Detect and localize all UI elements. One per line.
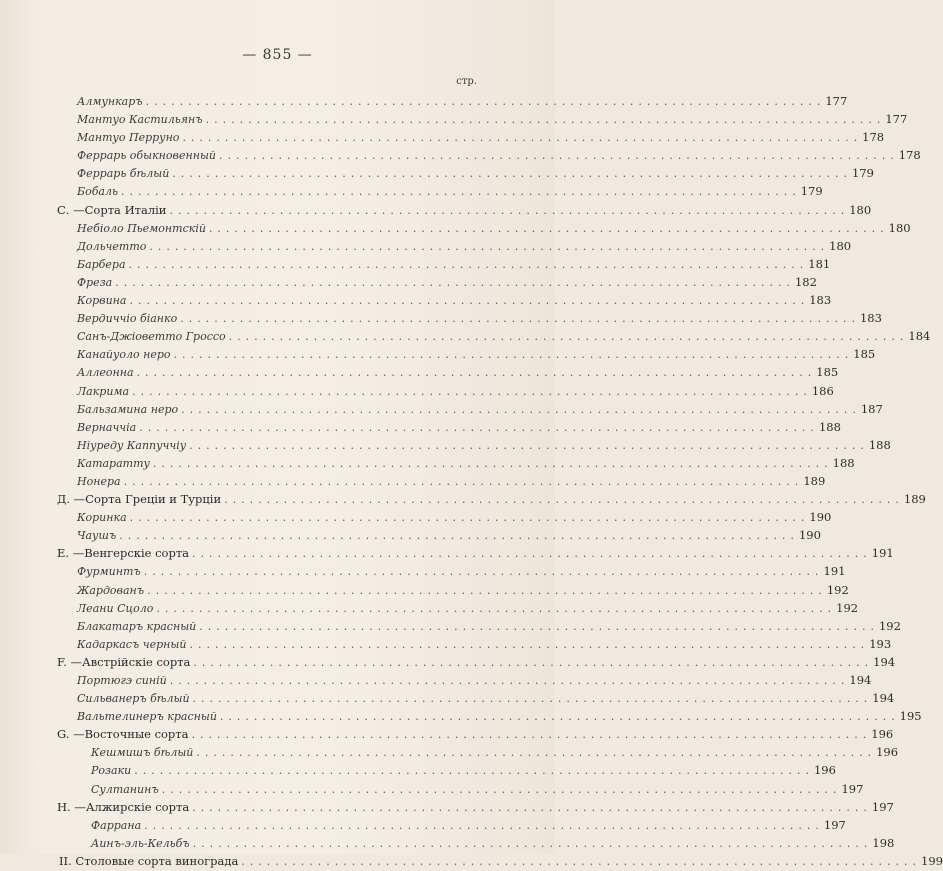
dot-leader: ................................................................................ xyxy=(199,619,879,633)
dot-leader: ................................................................................ xyxy=(115,275,795,289)
dot-leader: ................................................................................ xyxy=(144,818,824,832)
toc-entry-label: Мантуо Кастильянъ xyxy=(77,113,203,127)
dot-leader: ................................................................................ xyxy=(173,348,854,362)
toc-entry xyxy=(0,327,931,345)
dot-leader: ................................................................................ xyxy=(172,167,853,181)
toc-entry-label: Леани Сцоло xyxy=(77,601,154,615)
toc-entry-page: 179 xyxy=(800,184,823,199)
toc-entry-label: G. —Восточные сорта xyxy=(57,727,189,742)
toc-entry-label: II. Столовые сорта винограда xyxy=(59,853,239,868)
dot-leader: ................................................................................ xyxy=(191,728,872,742)
dot-leader: ................................................................................ xyxy=(145,95,826,108)
toc-entry-page: 187 xyxy=(860,401,883,416)
toc-entry xyxy=(0,490,926,508)
toc-entry xyxy=(0,291,832,309)
toc-entry-page: 192 xyxy=(826,582,849,597)
toc-entry xyxy=(0,128,885,146)
dot-leader: ................................................................................ xyxy=(161,782,842,796)
toc-entry xyxy=(0,508,832,526)
toc-entry-page: 188 xyxy=(868,437,891,452)
dot-leader: ................................................................................ xyxy=(134,764,814,778)
toc-entry xyxy=(0,382,834,400)
toc-entry-label: F. —Австрійскіе сорта xyxy=(57,654,191,669)
toc-entry xyxy=(0,599,859,617)
toc-entry-page: 192 xyxy=(878,618,901,633)
toc-entry-label: Н. —Алжирскіе сорта xyxy=(57,799,190,814)
toc-entry-label: Нонера xyxy=(77,474,121,488)
toc-entry-page: 180 xyxy=(888,220,911,235)
toc-entry-label: Фаррана xyxy=(91,818,142,832)
toc-entry-page: 197 xyxy=(823,817,846,832)
toc-entry xyxy=(0,671,872,689)
toc-entry xyxy=(0,617,901,635)
toc-entry xyxy=(0,852,943,870)
toc-entry-label: Д. —Сорта Греціи и Турціи xyxy=(57,492,222,507)
toc-entry-label: Барбера xyxy=(77,257,126,271)
toc-entry xyxy=(0,472,826,490)
dot-leader: ................................................................................ xyxy=(189,637,870,651)
toc-entry-label: Е. —Венгерскіе сорта xyxy=(57,546,190,561)
toc-entry-label: Алмункаръ xyxy=(77,95,143,108)
toc-entry-label: Розаки xyxy=(91,764,132,778)
toc-entry-page: 183 xyxy=(809,293,832,308)
toc-entry-label: Коринка xyxy=(77,511,127,525)
toc-entry xyxy=(0,164,874,182)
toc-entry-label: Мантуо Перруно xyxy=(77,131,180,145)
dot-leader: ................................................................................ xyxy=(136,366,817,380)
toc-entry xyxy=(0,219,911,237)
toc-entry-label: Небіоло Пьемонтскій xyxy=(77,221,206,235)
toc-entry-page: 185 xyxy=(853,347,876,362)
toc-entry-label: Кешмишъ бѣлый xyxy=(91,746,194,760)
dot-leader: ................................................................................ xyxy=(132,384,812,398)
toc-entry-page: 191 xyxy=(823,564,846,579)
dot-leader: ................................................................................ xyxy=(189,438,869,452)
dot-leader: ................................................................................ xyxy=(143,565,824,579)
toc-entry-page: 190 xyxy=(798,528,821,543)
toc-entry xyxy=(0,363,839,381)
toc-entry xyxy=(0,454,855,472)
dot-leader: ................................................................................ xyxy=(169,203,850,217)
toc-entry-page: 194 xyxy=(873,654,896,669)
toc-entry-label: С. —Сорта Италіи xyxy=(57,202,167,217)
dot-leader: ................................................................................ xyxy=(139,420,819,434)
toc-entry-page: 197 xyxy=(841,781,864,796)
dot-leader: ................................................................................ xyxy=(169,674,850,687)
toc-entry-label: Лакрима xyxy=(77,384,130,398)
toc-entry-page: 189 xyxy=(903,492,926,507)
dot-leader: ................................................................................ xyxy=(193,655,874,669)
table-of-contents xyxy=(0,92,943,870)
toc-entry-page: 197 xyxy=(871,799,894,814)
toc-entry-label: Жардованъ xyxy=(77,583,145,597)
toc-entry xyxy=(0,418,841,436)
dot-leader: ................................................................................ xyxy=(219,710,900,724)
toc-entry xyxy=(0,834,895,852)
toc-entry-page: 182 xyxy=(794,274,817,289)
toc-entry xyxy=(0,581,849,599)
toc-entry-label: Вальтелинеръ красный xyxy=(77,710,217,724)
toc-entry-page: 185 xyxy=(816,365,839,380)
toc-entry-label: Санъ-Джіоветто Гроссо xyxy=(77,330,226,344)
toc-entry xyxy=(0,798,894,816)
toc-entry-label: Катаратту xyxy=(77,456,150,470)
dot-leader: ................................................................................ xyxy=(129,511,810,525)
toc-entry-page: 186 xyxy=(811,383,834,398)
toc-entry xyxy=(0,562,846,580)
toc-entry-label: Вердиччіо біанко xyxy=(77,312,178,326)
dot-leader: ................................................................................ xyxy=(196,746,877,760)
toc-entry-page: 190 xyxy=(809,510,832,525)
toc-entry-label: Портюгэ синій xyxy=(77,674,167,687)
dot-leader: ................................................................................ xyxy=(181,402,861,416)
toc-entry xyxy=(0,110,908,128)
toc-entry-label: Дольчетто xyxy=(77,239,147,253)
page-column-header: стр. xyxy=(456,76,477,87)
toc-entry-label: Канайуоло неро xyxy=(77,348,171,362)
toc-entry-page: 191 xyxy=(871,546,894,561)
toc-entry xyxy=(0,237,852,255)
toc-entry xyxy=(0,309,882,327)
toc-entry-page: 196 xyxy=(876,745,899,760)
dot-leader: ................................................................................ xyxy=(224,493,904,507)
toc-entry-page: 184 xyxy=(908,329,931,344)
toc-entry-page: 194 xyxy=(849,673,872,687)
toc-entry-label: Султанинъ xyxy=(91,782,159,796)
toc-entry-label: Бальзамина неро xyxy=(77,402,179,416)
toc-entry-label: Ніуреду Каппуччіу xyxy=(77,438,187,452)
dot-leader: ................................................................................ xyxy=(219,149,899,163)
dot-leader: ................................................................................ xyxy=(119,529,799,543)
toc-entry xyxy=(0,544,894,562)
toc-entry-page: 180 xyxy=(849,202,872,217)
dot-leader: ................................................................................ xyxy=(182,131,863,145)
dot-leader: ................................................................................ xyxy=(147,583,827,597)
toc-entry-page: 189 xyxy=(803,473,826,488)
toc-entry-label: Феррарь бѣлый xyxy=(77,167,170,181)
toc-entry-page: 199 xyxy=(921,853,943,868)
toc-entry xyxy=(0,635,892,653)
dot-leader: ................................................................................ xyxy=(156,601,837,615)
dot-leader: ................................................................................ xyxy=(205,113,886,127)
toc-entry xyxy=(0,653,896,671)
toc-entry-label: Бобаль xyxy=(77,185,118,199)
toc-entry-page: 193 xyxy=(869,636,892,651)
dot-leader: ................................................................................ xyxy=(192,547,872,561)
toc-entry-label: Аинъ-эль-Кельбъ xyxy=(91,836,190,850)
dot-leader: ................................................................................ xyxy=(208,221,889,235)
toc-entry xyxy=(0,780,864,798)
toc-entry-page: 196 xyxy=(813,763,836,778)
toc-entry-page: 196 xyxy=(871,727,894,742)
dot-leader: ................................................................................ xyxy=(123,474,804,488)
toc-entry xyxy=(0,255,831,273)
toc-entry-page: 177 xyxy=(885,112,908,127)
toc-entry-page: 178 xyxy=(862,130,885,145)
toc-entry xyxy=(0,436,891,454)
toc-entry-page: 188 xyxy=(818,419,841,434)
toc-entry-page: 198 xyxy=(872,835,895,850)
toc-entry-label: Фреза xyxy=(77,275,113,289)
toc-entry-label: Сильванеръ бѣлый xyxy=(77,692,190,706)
toc-entry-page: 183 xyxy=(859,311,882,326)
dot-leader: ................................................................................ xyxy=(228,330,909,344)
toc-entry-page: 188 xyxy=(832,455,855,470)
toc-entry xyxy=(0,146,921,164)
toc-entry-page: 177 xyxy=(825,94,848,108)
toc-entry-label: Фурминтъ xyxy=(77,565,141,579)
dot-leader: ................................................................................ xyxy=(192,800,872,814)
toc-entry-page: 178 xyxy=(898,148,921,163)
toc-entry xyxy=(0,725,894,743)
toc-entry xyxy=(0,689,895,707)
toc-entry-page: 192 xyxy=(836,600,859,615)
toc-entry-page: 179 xyxy=(852,166,874,181)
dot-leader: ................................................................................ xyxy=(192,836,873,850)
toc-entry-page: 180 xyxy=(829,238,852,253)
toc-entry xyxy=(0,182,823,200)
toc-entry xyxy=(0,345,876,363)
dot-leader: ................................................................................ xyxy=(192,692,873,706)
toc-entry xyxy=(0,92,848,110)
toc-entry-label: Корвина xyxy=(77,294,127,308)
toc-entry xyxy=(0,816,846,834)
toc-entry-label: Кадаркасъ черный xyxy=(77,637,187,651)
toc-entry-label: Верначчіа xyxy=(77,420,137,434)
toc-entry xyxy=(0,400,883,418)
dot-leader: ................................................................................ xyxy=(241,854,922,868)
dot-leader: ................................................................................ xyxy=(152,456,833,470)
page-number: — 855 — xyxy=(242,47,313,63)
dot-leader: ................................................................................ xyxy=(149,239,830,253)
dot-leader: ................................................................................ xyxy=(180,312,860,326)
toc-entry xyxy=(0,526,821,544)
toc-entry xyxy=(0,743,899,761)
toc-entry-page: 194 xyxy=(872,691,895,706)
toc-entry-label: Чаушъ xyxy=(77,529,117,543)
toc-entry-label: Аллеонна xyxy=(77,366,134,380)
dot-leader: ................................................................................ xyxy=(120,185,801,199)
dot-leader: ................................................................................ xyxy=(129,294,810,308)
toc-entry xyxy=(0,707,922,725)
toc-entry-label: Феррарь обыкновенный xyxy=(77,149,216,163)
toc-entry-page: 195 xyxy=(899,709,922,724)
toc-entry xyxy=(0,761,836,779)
toc-entry-page: 181 xyxy=(808,256,831,271)
toc-entry xyxy=(0,273,817,291)
toc-entry xyxy=(0,201,872,219)
dot-leader: ................................................................................ xyxy=(128,257,809,271)
toc-entry-label: Блакатаръ красный xyxy=(77,619,197,633)
